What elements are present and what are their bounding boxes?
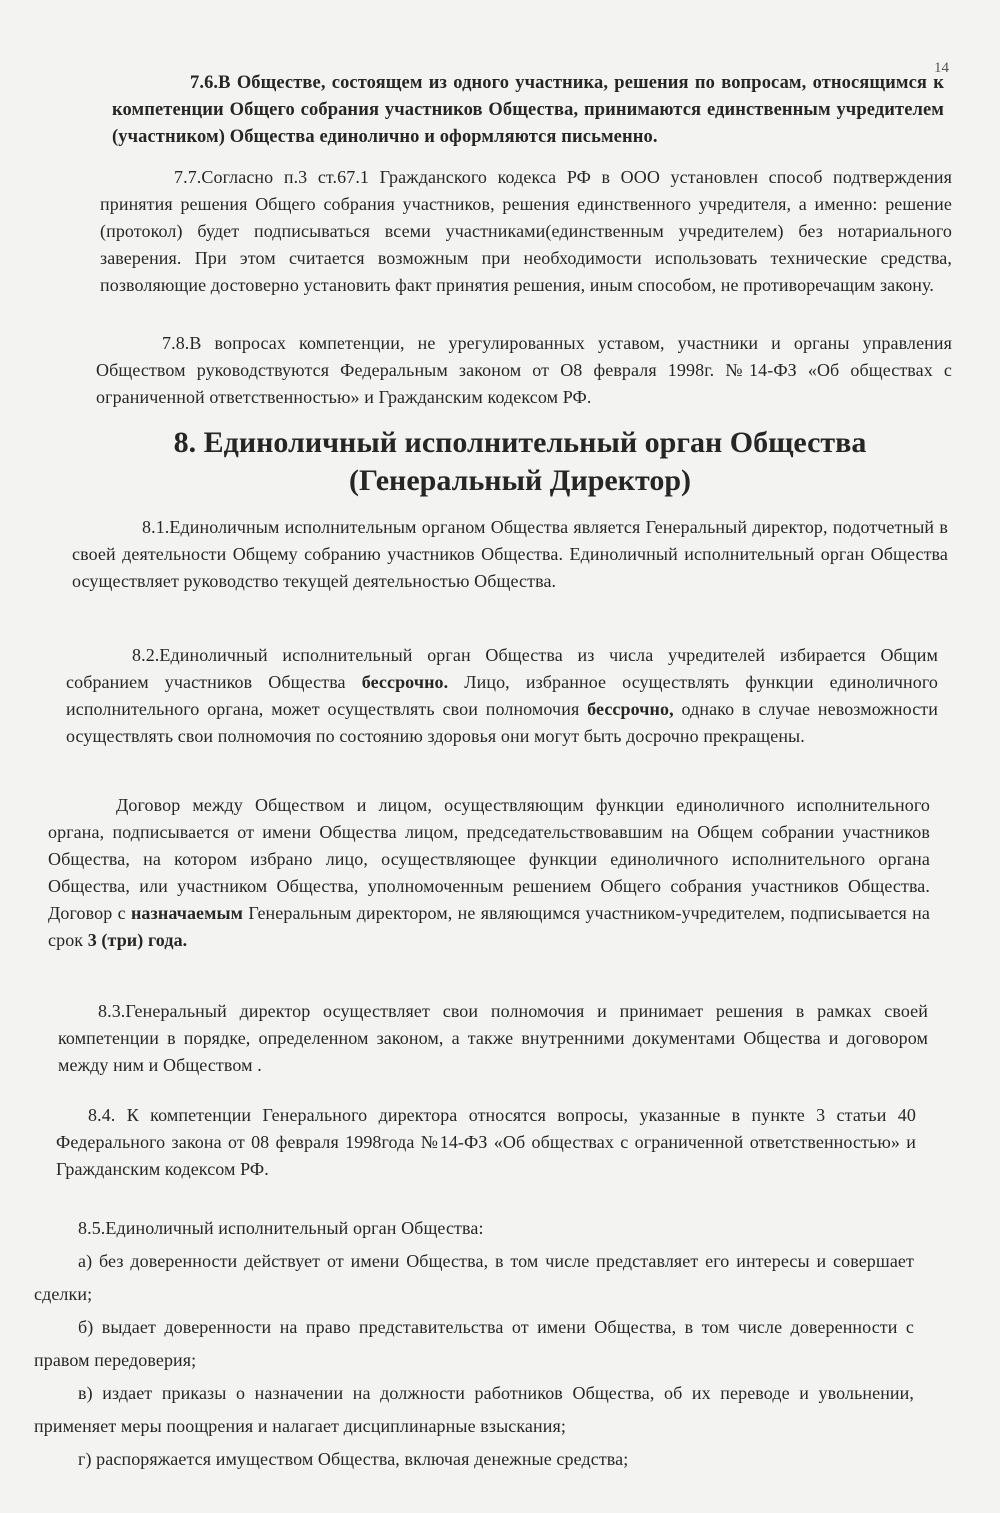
paragraph-8-3-text: 8.3.Генеральный директор осуществляет свои полномочия и принимает решения в рамках своей компетенции в порядке, определенном законом, а также внутренними документами Общества и договором между ним и Обществом . [58,1001,928,1075]
paragraph-8-4-text: 8.4. К компетенции Генерального директора относятся вопросы, указанные в пункте 3 статьи 40 Федерального закона от 08 февраля 1998года №14-ФЗ «Об обществах с ограниченной ответственностью» и Гражданским кодексом РФ. [56,1105,916,1179]
page-number: 14 [934,60,949,76]
section-heading [100,424,940,500]
list-item-c: в) издает приказы о назначении на должности работников Общества, об их переводе и увольнении, применяет меры поощрения и налагает дисциплинарные взыскания; [34,1383,914,1436]
paragraph-7-7 [100,164,952,299]
list-item-a: а) без доверенности действует от имени Общества, в том числе представляет его интересы и совершает сделки; [34,1251,914,1304]
paragraph-7-6 [112,70,944,151]
paragraph-8-1-text: 8.1.Единоличным исполнительным органом Общества является Генеральный директор, подотчетный в своей деятельности Общему собранию участников Общества. Единоличный исполнительный орган Общества осуществляет руководство текущей деятельностью Общества. [72,517,948,591]
paragraph-contract-text-a: Договор между Обществом и лицом, осуществляющим функции единоличного исполнительного органа, подписывается от имени Общества лицом, председательствовавшим на Общем собрании участников Общества, на котором избрано лицо, осуществляющее функции единоличного исполнительного органа Общества, или участником Общества, уполномоченным решением Общего собрания участников Общества. Договор с [48,795,930,923]
section-heading-line-1: 8. Единоличный исполнительный орган Общества [173,426,867,459]
paragraph-7-8-text: 7.8.В вопросах компетенции, не урегулированных уставом, участники и органы управления Обществом руководствуются Федеральным законом от О8 февраля 1998г. №14-ФЗ «Об обществах с ограниченной ответственностью» и Гражданским кодексом РФ. [96,333,952,407]
paragraph-8-2-text-b: Лицо, избранное осуществлять функции единоличного исполнительного органа, может осуществлять свои полномочия [66,672,938,719]
paragraph-8-2 [66,642,938,750]
paragraph-8-4 [56,1102,916,1183]
paragraph-contract-bold-b: 3 (три) года. [87,930,188,950]
paragraph-8-2-text-a: 8.2.Единоличный исполнительный орган Общества из числа учредителей избирается Общим собранием участников Общества [66,645,938,692]
paragraph-7-6-text: 7.6.В Обществе, состоящем из одного участника, решения по вопросам, относящимся к компетенции Общего собрания участников Общества, принимаются единственным учредителем (участником) Общества единолично и оформляются письменно. [112,73,944,147]
paragraph-8-3 [58,998,928,1079]
list-item-d: г) распоряжается имуществом Общества, включая денежные средства; [78,1449,629,1469]
section-heading-line-2: (Генеральный Директор) [348,464,692,497]
paragraph-contract [48,792,930,954]
paragraph-contract-text-b: Генеральным директором, не являющимся участником-учредителем, подписывается на срок [48,903,930,950]
paragraph-7-8 [96,330,952,411]
paragraph-7-7-text: 7.7.Согласно п.3 ст.67.1 Гражданского кодекса РФ в ООО установлен способ подтверждения принятия решения Общего собрания участников, решения единственного учредителя, а именно: решение (протокол) будет подписываться всеми участниками(единственным учредителем) без нотариального заверения. При этом считается возможным при необходимости использовать технические средства, позволяющие достоверно установить факт принятия решения, иным способом, не противоречащим закону. [100,167,952,295]
paragraph-8-5 [34,1212,914,1476]
list-item-b: б) выдает доверенности на право представительства от имени Общества, в том числе доверенности с правом передоверия; [34,1317,914,1370]
paragraph-contract-bold-a: назначаемым [130,903,244,923]
paragraph-8-5-intro: 8.5.Единоличный исполнительный орган Общества: [78,1218,484,1238]
paragraph-8-2-bold-a: бессрочно. [361,672,449,692]
paragraph-8-2-text-c: однако в случае невозможности осуществлять свои полномочия по состоянию здоровья они могут быть досрочно прекращены. [66,699,938,746]
paragraph-8-1 [72,514,948,595]
paragraph-8-2-bold-b: бессрочно, [587,699,674,719]
